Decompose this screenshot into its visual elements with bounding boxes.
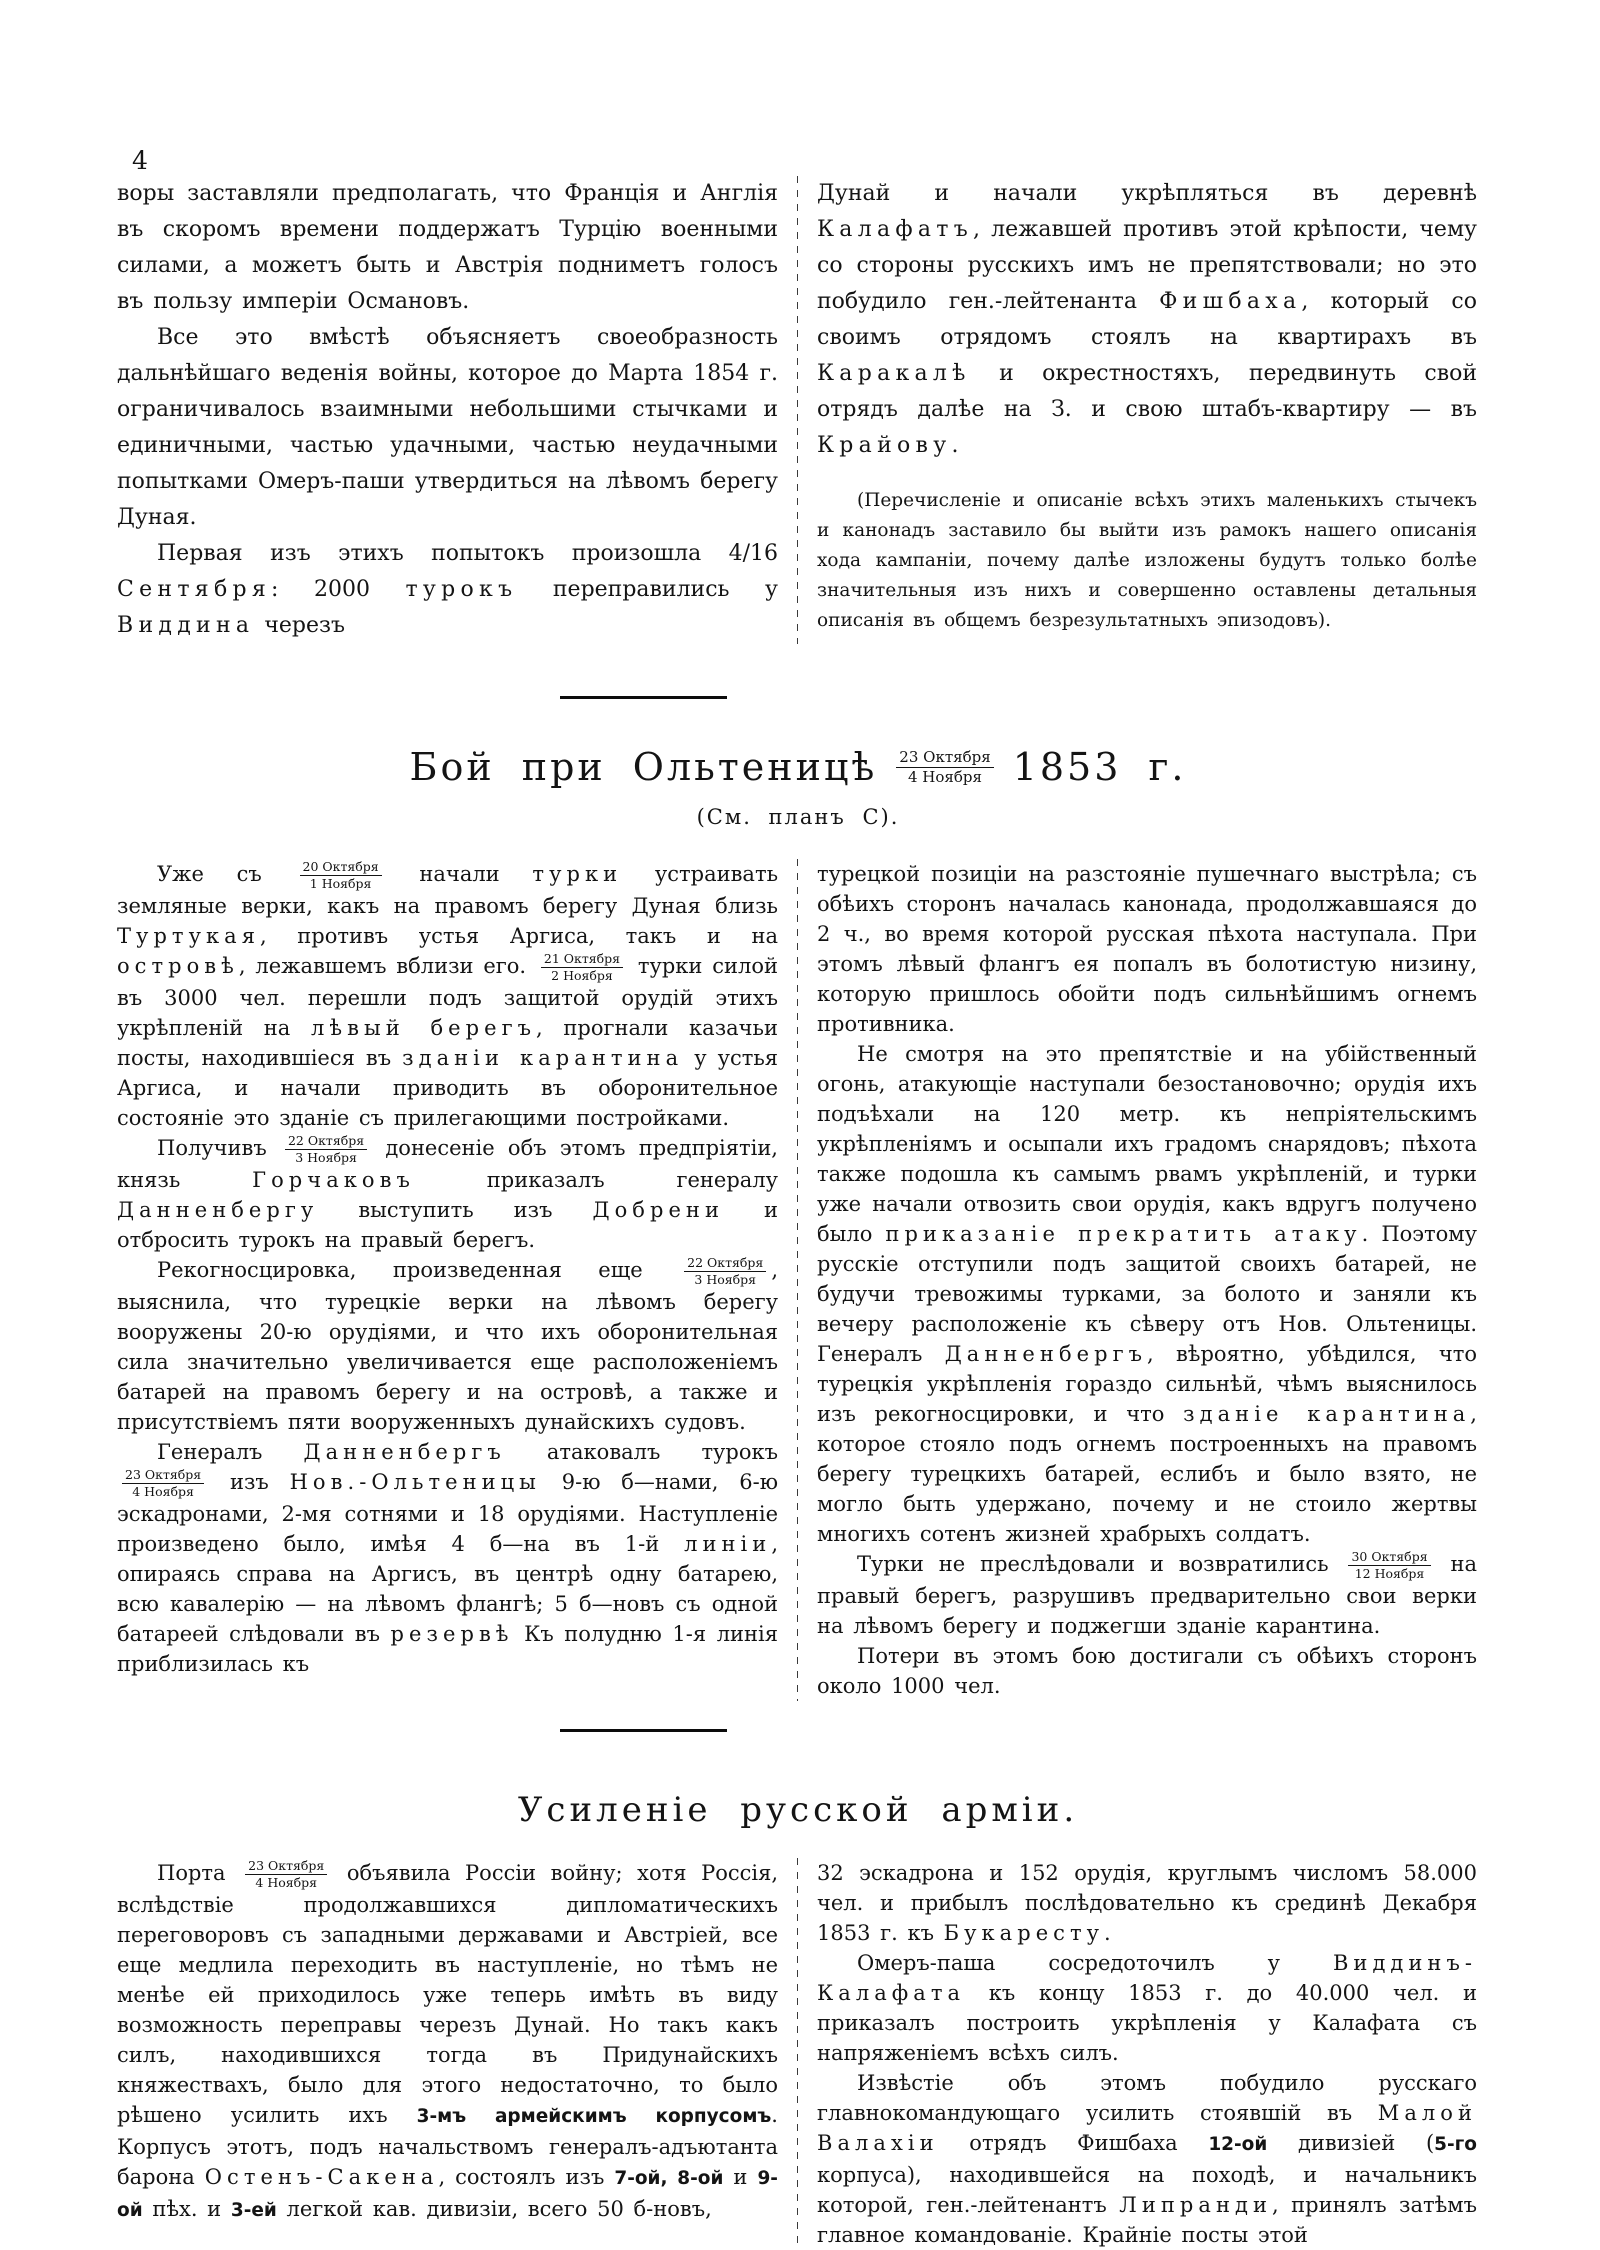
body-text: начали bbox=[386, 862, 533, 886]
body-text: , состоялъ изъ bbox=[438, 2165, 615, 2189]
body-text: Дунай и начали укрѣпляться въ деревнѣ bbox=[817, 181, 1477, 206]
body-text: (Перечисленіе и описаніе всѣхъ этихъ маленькихъ стычекъ и канонадъ заставило бы выйти изъ рамокъ нашего описанія хода кампаніи, почему далѣе изложены будутъ только болѣе значительныя изъ нихъ и совершенно оставлены детальныя описанія въ общемъ безрезультатныхъ эпизодовъ). bbox=[817, 490, 1477, 631]
paragraph bbox=[117, 1133, 778, 1255]
letterspaced-name: Букаресту bbox=[943, 1921, 1105, 1945]
letterspaced-name: Сентября bbox=[117, 577, 272, 602]
body-text: на правый берегъ, разрушивъ предварительно свои верки на лѣвомъ берегу и поджегши зданіе карантина. bbox=[817, 1552, 1477, 1638]
body-text: Получивъ bbox=[157, 1136, 280, 1160]
body-text: Къ полудню 1-я линія приблизилась къ bbox=[117, 1622, 778, 1676]
body-text: Все это вмѣстѣ объясняетъ своеобразность дальнѣйшаго веденія войны, которое до Марта 1854 г. ограничивалось взаимными небольшими стычками и единичными, частью удачными, частью неудачными попытками Омеръ-паши утвердиться на лѣвомъ берегу Дуная. bbox=[117, 325, 778, 530]
date-fraction: $\frac{\text{21 Октября}}{\text{2 Ноября}}$ bbox=[541, 952, 623, 983]
letterspaced-name: Данненбергъ bbox=[944, 1342, 1148, 1366]
body-text: , прогнали казачьи посты, находившіеся въ bbox=[117, 1016, 778, 1070]
body-text: донесеніе объ этомъ предпріятіи, князь bbox=[117, 1136, 778, 1192]
body-text: 32 эскадрона и 152 орудія, круглымъ числомъ 58.000 чел. и прибылъ послѣдовательно къ срединѣ Декабря 1853 г. къ bbox=[817, 1861, 1477, 1945]
body-text: переправились у bbox=[517, 577, 778, 602]
battle-title bbox=[117, 745, 1479, 789]
letterspaced-name: Остенъ-Сакена bbox=[204, 2165, 439, 2189]
date-fraction: $\frac{\text{23 Октября}}{\text{4 Ноября}}$ bbox=[245, 1859, 327, 1890]
body-text: . bbox=[951, 433, 959, 458]
body-text: къ концу 1853 г. до 40.000 чел. и приказалъ построить укрѣпленія у Калафата съ напряженіемъ всѣхъ силъ. bbox=[817, 1981, 1477, 2065]
letterspaced-name: лѣвый берегъ bbox=[311, 1016, 537, 1040]
paragraph bbox=[817, 859, 1477, 1039]
body-text: атаковалъ турокъ bbox=[505, 1440, 778, 1464]
body-text: приказалъ генералу bbox=[414, 1168, 778, 1192]
body-text: , выяснила, что турецкіе верки на лѣвомъ берегу вооружены 20-ю орудіями, и что ихъ оборонительная сила значительно увеличивается еще расположеніемъ батарей на правомъ берегу и на островѣ, а также и присутствіемъ пяти вооруженныхъ дунайскихъ судовъ. bbox=[117, 1258, 778, 1434]
body-text: Турки не преслѣдовали и возвратились bbox=[857, 1552, 1344, 1576]
body-text: , опираясь справа на Аргисъ, въ центрѣ одну батарею, всю кавалерію — на лѣвомъ флангѣ; 5 б—новъ съ одной батареей слѣдовали въ bbox=[117, 1532, 778, 1646]
bold-emphasis: 12-ой bbox=[1208, 2134, 1268, 2155]
reinforcement-left-column bbox=[117, 1858, 797, 2250]
battle-title-text: Бой при Ольтеницѣ bbox=[409, 745, 878, 789]
body-text: легкой кав. дивизіи, всего 50 б-новъ, bbox=[276, 2197, 712, 2221]
paragraph bbox=[817, 1858, 1477, 1948]
body-text: , вѣроятно, убѣдился, что турецкія укрѣпленія гораздо сильнѣй, чѣмъ выяснилось изъ рекогносцировки, и что bbox=[817, 1342, 1477, 1426]
letterspaced-name: Виддина bbox=[117, 613, 255, 638]
body-text: и отбросить турокъ на правый берегъ. bbox=[117, 1198, 779, 1252]
letterspaced-name: Малой Валахіи bbox=[817, 2101, 1477, 2155]
body-text: Первая изъ этихъ попытокъ произошла 4/16 bbox=[157, 541, 778, 566]
reinforcement-right-column bbox=[798, 1858, 1477, 2250]
paragraph bbox=[817, 176, 1477, 464]
top-left-column bbox=[117, 176, 797, 644]
paragraph bbox=[117, 1858, 778, 2226]
letterspaced-name: Виддинъ-Калафата bbox=[817, 1951, 1477, 2005]
date-fraction: $\frac{\text{30 Октября}}{\text{12 Ноября}}$ bbox=[1348, 1550, 1430, 1581]
paragraph bbox=[117, 1255, 778, 1437]
body-text: пѣх. и bbox=[142, 2197, 231, 2221]
section-divider-rule bbox=[560, 1729, 727, 1732]
battle-subtitle: (См. планъ С). bbox=[696, 805, 900, 829]
letterspaced-name: Фишбаха bbox=[1159, 289, 1302, 314]
body-text: , который со своимъ отрядомъ стоялъ на квартирахъ въ bbox=[817, 289, 1477, 350]
body-text: устраивать земляные верки, какъ на правомъ берегу Дуная близь bbox=[117, 862, 778, 918]
top-section bbox=[117, 176, 1479, 644]
battle-left-column bbox=[117, 859, 797, 1701]
body-text: корпуса), находившейся на походѣ, и начальникъ которой, ген.-лейтенантъ bbox=[817, 2163, 1477, 2217]
body-text: изъ bbox=[209, 1470, 290, 1494]
battle-section bbox=[117, 859, 1479, 1701]
date-fraction bbox=[896, 749, 993, 786]
body-text: воры заставляли предполагать, что Франція и Англія въ скоромъ времени поддержатъ Турцію военными силами, а можетъ быть и Австрія подниметъ голосъ въ пользу имперіи Османовъ. bbox=[117, 181, 778, 314]
body-text: , противъ устья Аргиса, такъ и на bbox=[260, 924, 778, 948]
body-text: . Корпусъ этотъ, подъ начальствомъ генералъ-адъютанта барона bbox=[117, 2103, 778, 2189]
body-text: . Поэтому русскіе отступили подъ защитой своихъ батарей, не будучи тревожимы турками, за болото и заняли къ вечеру расположеніе къ сѣверу отъ Нов. Ольтеницы. Генералъ bbox=[817, 1222, 1477, 1366]
body-text: Не смотря на это препятствіе и на убійственный огонь, атакующіе наступали безостановочно; орудія ихъ подъѣхали на 120 метр. къ непріятельскимъ укрѣпленіямъ и осыпали ихъ градомъ снарядовъ; пѣхота также подошла къ самымъ рвамъ укрѣпленій, и турки уже начали отвозить свои орудія, какъ вдругъ получено было bbox=[817, 1042, 1477, 1246]
reinforcement-section bbox=[117, 1858, 1479, 2250]
body-text: и bbox=[723, 2165, 758, 2189]
letterspaced-name: Добрени bbox=[592, 1198, 724, 1222]
letterspaced-name: резервѣ bbox=[390, 1622, 514, 1646]
letterspaced-name: Каракалѣ bbox=[817, 361, 971, 386]
date-new-style: 4 Ноября bbox=[908, 767, 982, 786]
bold-emphasis: 7-ой, 8-ой bbox=[614, 2168, 724, 2189]
letterspaced-name: турки bbox=[532, 862, 623, 886]
letterspaced-name: Горчаковъ bbox=[252, 1168, 415, 1192]
body-text: , которое стояло подъ огнемъ построенныхъ на правомъ берегу турецкихъ батарей, еслибъ и было взято, не могло быть удержано, почему и не стоило жертвы многихъ сотенъ жизней храбрыхъ солдатъ. bbox=[817, 1402, 1477, 1546]
body-text: объявила Россіи войну; хотя Россія, вслѣдствіе продолжавшихся дипломатическихъ переговоровъ съ западными державами и Австріей, все еще медлила переходить въ наступленіе, но тѣмъ не менѣе ей приходилось уже теперь имѣть въ виду возможность переправы черезъ Дунай. Но такъ какъ силъ, находившихся тогда въ Придунайскихъ княжествахъ, было для этого недостаточно, то было рѣшено усилить ихъ bbox=[117, 1861, 779, 2127]
body-text: Уже съ bbox=[157, 862, 295, 886]
body-text: у устья Аргиса, и начали приводить въ оборонительное состояніе это зданіе съ прилегающими постройками. bbox=[117, 1046, 778, 1130]
body-text: : 2000 bbox=[271, 577, 406, 602]
page-content bbox=[117, 176, 1479, 2250]
date-fraction: $\frac{\text{20 Октября}}{\text{1 Ноября}}$ bbox=[300, 860, 382, 891]
paragraph bbox=[817, 1039, 1477, 1549]
paragraph bbox=[117, 320, 778, 536]
date-fraction: $\frac{\text{22 Октября}}{\text{3 Ноября}}$ bbox=[684, 1256, 766, 1287]
letterspaced-name: Крайову bbox=[817, 433, 952, 458]
bold-emphasis: 5-го bbox=[1434, 2134, 1477, 2155]
body-text: выступить изъ bbox=[318, 1198, 593, 1222]
body-text: , принялъ затѣмъ главное командованіе. Крайніе посты этой bbox=[817, 2193, 1478, 2247]
top-right-column bbox=[798, 176, 1477, 644]
bold-emphasis: 9-ой bbox=[117, 2168, 778, 2221]
date-old-style: 23 Октября bbox=[896, 749, 993, 768]
letterspaced-name: зданіе карантина bbox=[1183, 1402, 1471, 1426]
body-text: Генералъ bbox=[157, 1440, 304, 1464]
letterspaced-name: Нов.-Ольтеницы bbox=[289, 1470, 541, 1494]
page-number: 4 bbox=[132, 146, 148, 175]
body-text: Потери въ этомъ бою достигали съ обѣихъ сторонъ около 1000 чел. bbox=[817, 1644, 1477, 1698]
body-text: , лежавшемъ вблизи его. bbox=[238, 954, 536, 978]
battle-title-year: 1853 г. bbox=[1012, 745, 1187, 789]
body-text: Рекогносцировка, произведенная еще bbox=[157, 1258, 680, 1282]
body-text: 9-ю б—нами, 6-ю эскадронами, 2-мя сотнями и 18 орудіями. Наступленіе произведено было, имѣя 4 б—на въ 1-й bbox=[117, 1470, 778, 1556]
body-text: отрядъ Фишбаха bbox=[938, 2131, 1209, 2155]
paragraph bbox=[117, 1437, 778, 1679]
bold-emphasis: 3-мъ армейскимъ корпусомъ bbox=[416, 2106, 772, 2127]
body-text: черезъ bbox=[254, 613, 345, 638]
body-text: турецкой позиціи на разстояніе пушечнаго выстрѣла; съ обѣихъ сторонъ началась канонада, продолжавшаяся до 2 ч., во время которой русская пѣхота наступала. При этомъ лѣвый флангъ ея попалъ въ болотистую низину, которую пришлось обойти подъ сильнѣйшимъ огнемъ противника. bbox=[817, 862, 1477, 1036]
body-text: Порта bbox=[157, 1861, 241, 1885]
paragraph bbox=[817, 1549, 1477, 1641]
section-divider-rule bbox=[560, 696, 727, 699]
paragraph bbox=[117, 536, 778, 644]
bold-emphasis: 3-ей bbox=[230, 2200, 277, 2221]
letterspaced-name: Туртукая bbox=[117, 924, 260, 948]
paragraph bbox=[117, 176, 778, 320]
paragraph bbox=[817, 1641, 1477, 1701]
letterspaced-name: линіи bbox=[684, 1532, 772, 1556]
body-text: и окрестностяхъ, передвинуть свой отрядъ далѣе на З. и свою штабъ-квартиру — въ bbox=[817, 361, 1477, 422]
battle-section-heading bbox=[117, 745, 1479, 829]
reinforcement-title: Усиленіе русской арміи. bbox=[517, 1790, 1079, 1830]
body-text: турки силой въ 3000 чел. перешли подъ защитой орудій этихъ укрѣпленій на bbox=[117, 954, 778, 1040]
letterspaced-name: Липранди bbox=[1119, 2193, 1273, 2217]
date-fraction: $\frac{\text{22 Октября}}{\text{3 Ноября}}$ bbox=[285, 1134, 367, 1165]
letterspaced-name: приказаніе прекратить атаку bbox=[885, 1222, 1362, 1246]
paragraph bbox=[117, 859, 778, 1133]
body-text: Извѣстіе объ этомъ побудило русскаго главнокомандующаго усилить стоявшій въ bbox=[817, 2071, 1477, 2125]
letterspaced-name: Данненбергъ bbox=[303, 1440, 506, 1464]
letterspaced-name: островѣ bbox=[117, 954, 239, 978]
battle-right-column bbox=[798, 859, 1477, 1701]
letterspaced-name: Данненбергу bbox=[117, 1198, 319, 1222]
paragraph bbox=[817, 1948, 1477, 2068]
body-text: . bbox=[1104, 1921, 1111, 1945]
letterspaced-name: Калафатъ bbox=[817, 217, 973, 242]
letterspaced-name: турокъ bbox=[405, 577, 518, 602]
date-fraction: $\frac{\text{23 Октября}}{\text{4 Ноября}}$ bbox=[122, 1468, 204, 1499]
letterspaced-name: зданіи карантина bbox=[402, 1046, 684, 1070]
body-text: дивизіей ( bbox=[1267, 2131, 1435, 2155]
paragraph bbox=[817, 2068, 1477, 2250]
body-text: , лежавшей противъ этой крѣпости, чему со стороны русскихъ имъ не препятствовали; но это побудило ген.-лейтенанта bbox=[817, 217, 1477, 314]
editorial-note-paragraph bbox=[817, 486, 1477, 636]
body-text: Омеръ-паша сосредоточилъ у bbox=[857, 1951, 1333, 1975]
